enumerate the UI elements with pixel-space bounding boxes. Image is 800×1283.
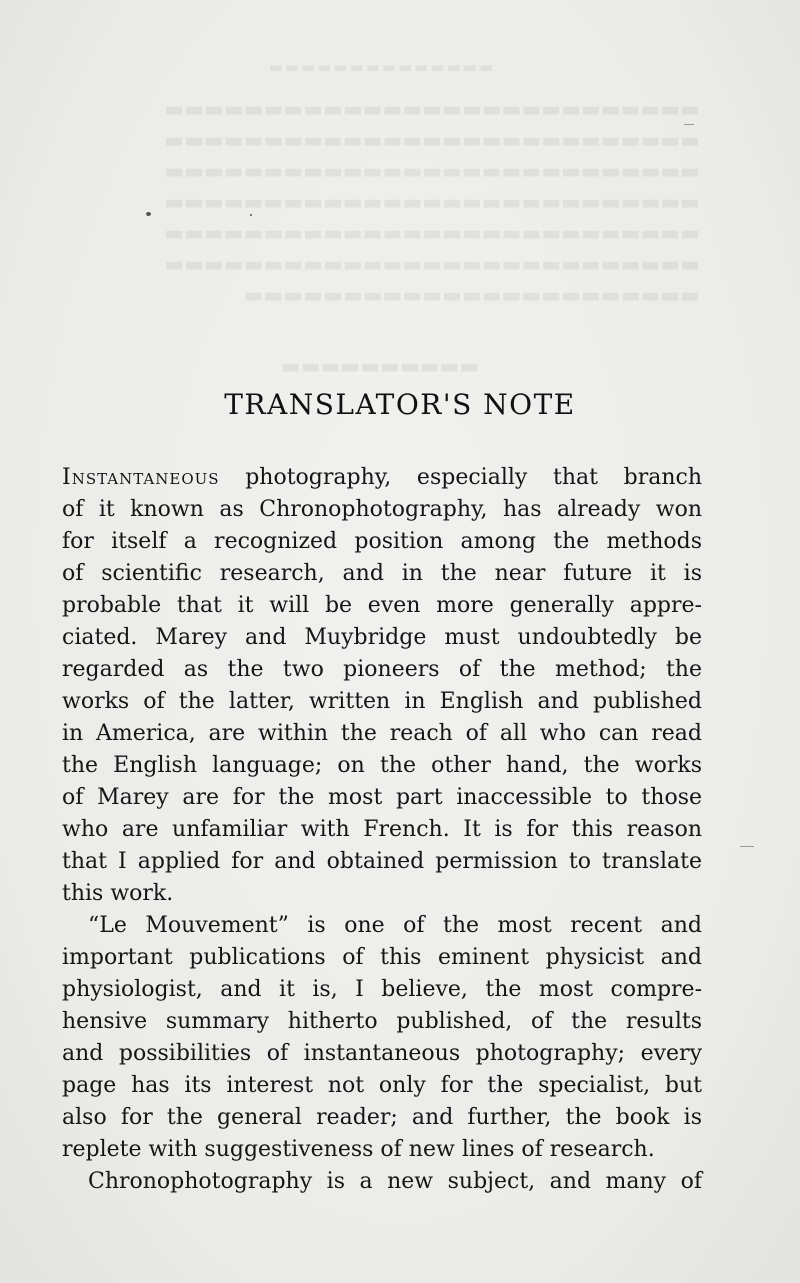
- text-line: the English language; on the other hand, the works: [62, 753, 702, 778]
- text-line: page has its interest not only for the specialist, but: [62, 1073, 702, 1098]
- text-line: that I applied for and obtained permission to translate: [62, 849, 702, 874]
- margin-mark: [740, 846, 754, 847]
- scan-speck: [146, 212, 151, 216]
- text-line: of it known as Chronophotography, has already won: [62, 497, 702, 522]
- text-line: replete with suggestiveness of new lines of research.: [62, 1137, 655, 1162]
- text-line: in America, are within the reach of all who can read: [62, 721, 702, 746]
- text-line: this work.: [62, 881, 174, 906]
- text-line: of Marey are for the most part inaccessible to those: [62, 785, 702, 810]
- scan-speck: [250, 214, 252, 216]
- text-line: important publications of this eminent physicist and: [62, 945, 702, 970]
- text-line: Chronophotography is a new subject, and many of: [88, 1169, 702, 1194]
- text-line: works of the latter, written in English and published: [62, 689, 702, 714]
- text-line: who are unfamiliar with French. It is for this reason: [62, 817, 702, 842]
- margin-mark: [684, 124, 694, 125]
- text-line: [62, 462, 702, 494]
- show-through-text: ▬▬▬▬▬▬▬▬▬▬▬▬▬▬ ▬▬▬▬▬▬▬▬▬▬▬▬▬▬▬▬▬▬▬▬▬▬▬▬▬▬▬ ▬▬▬▬▬▬▬▬▬▬▬▬▬▬▬▬▬▬▬▬▬▬▬▬▬▬▬ ▬▬▬▬▬▬▬▬▬▬▬▬▬▬▬▬▬▬▬▬▬▬▬▬▬▬▬ ▬▬▬▬▬▬▬▬▬▬▬▬▬▬▬▬▬▬▬▬▬▬▬▬▬▬▬ ▬▬▬▬▬▬▬▬▬▬▬▬▬▬▬▬▬▬▬▬▬▬▬▬▬▬▬ ▬▬▬▬▬▬▬▬▬▬▬▬▬▬▬▬▬▬▬▬▬▬▬▬▬▬▬ ▬▬▬▬▬▬▬▬▬▬▬▬▬▬▬▬▬▬▬▬▬▬▬ ▬▬▬▬▬▬▬▬▬▬: [164, 58, 700, 378]
- text-line: regarded as the two pioneers of the method; the: [62, 657, 702, 682]
- page-title: TRANSLATOR'S NOTE: [224, 388, 576, 421]
- text-line: physiologist, and it is, I believe, the most compre-: [62, 977, 702, 1002]
- text-line: of scientific research, and in the near future it is: [62, 561, 702, 586]
- text-line: “Le Mouvement” is one of the most recent and: [88, 913, 702, 938]
- text-line: also for the general reader; and further, the book is: [62, 1105, 702, 1130]
- text-line: hensive summary hitherto published, of the results: [62, 1009, 702, 1034]
- lead-word: Instantaneous: [62, 465, 220, 490]
- body-text: [62, 462, 702, 1198]
- text-fragment: photography, especially that branch: [219, 465, 702, 490]
- text-line: and possibilities of instantaneous photography; every: [62, 1041, 702, 1066]
- text-line: ciated. Marey and Muybridge must undoubtedly be: [62, 625, 702, 650]
- text-line: for itself a recognized position among the methods: [62, 529, 702, 554]
- text-line: probable that it will be even more generally appre-: [62, 593, 702, 618]
